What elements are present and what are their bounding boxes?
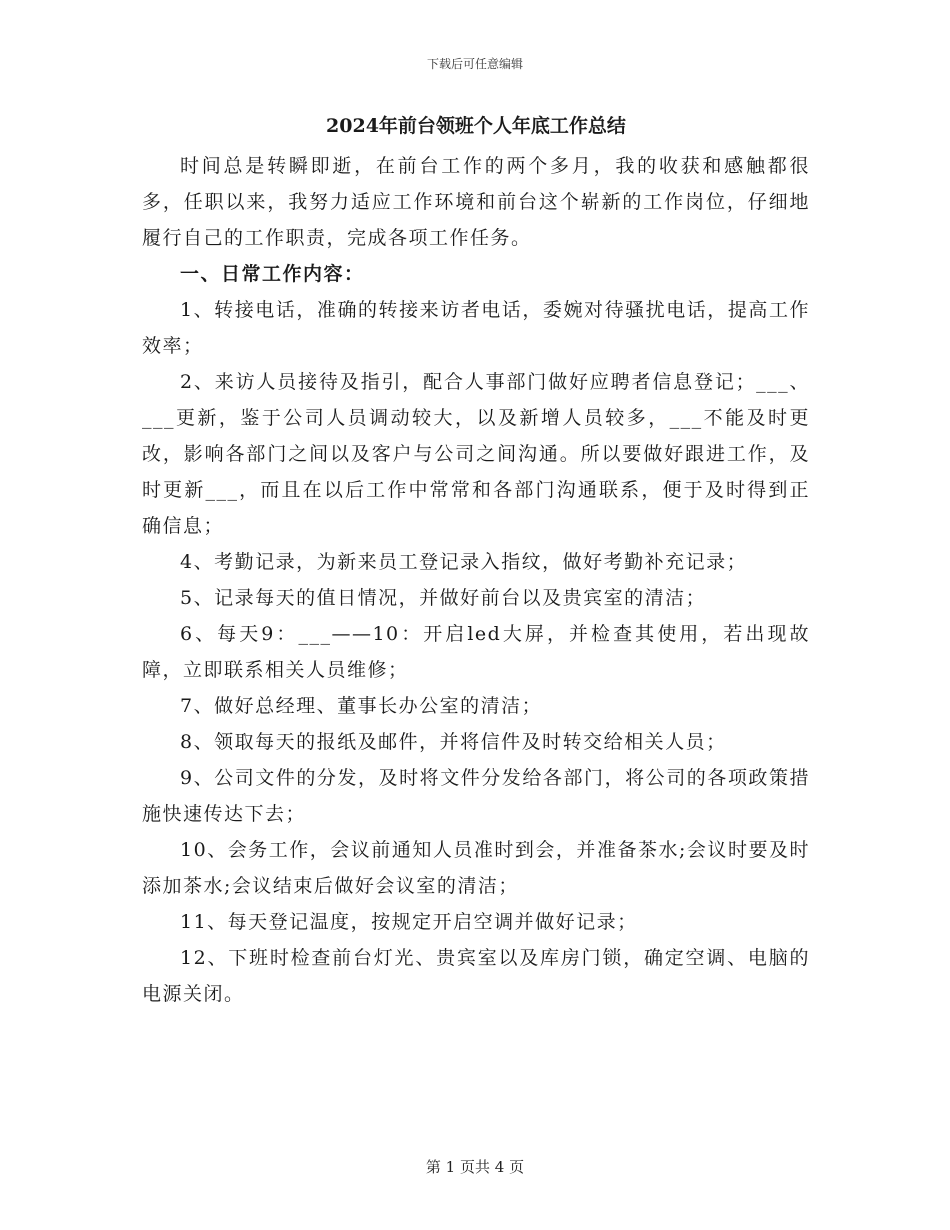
page-header-note: 下载后可任意编辑 bbox=[426, 57, 523, 71]
document-body bbox=[142, 112, 810, 1012]
document-title: 2024年前台领班个人年底工作总结 bbox=[326, 115, 626, 137]
list-item: 4、考勤记录，为新来员工登记录入指纹，做好考勤补充记录； bbox=[180, 551, 748, 573]
list-item: 2、来访人员接待及指引，配合人事部门做好应聘者信息登记；___、___更新，鉴于公司人员调动较大，以及新增人员较多，___不能及时更改，影响各部门之间以及客户与公司之间沟通。所以要做好跟进工作，及时更新___，而且在以后工作中常常和各部门沟通联系，便于及时得到正确信息； bbox=[142, 371, 810, 537]
list-item: 5、记录每天的值日情况，并做好前台以及贵宾室的清洁； bbox=[180, 587, 707, 609]
page-number: 第 1 页共 4 页 bbox=[425, 1158, 525, 1176]
list-item: 7、做好总经理、董事长办公室的清洁； bbox=[180, 695, 543, 717]
list-item: 9、公司文件的分发，及时将文件分发给各部门，将公司的各项政策措施快速传达下去； bbox=[142, 767, 810, 825]
list-item: 10、会务工作，会议前通知人员准时到会，并准备茶水;会议时要及时添加茶水;会议结束后做好会议室的清洁； bbox=[142, 839, 810, 897]
section-heading: 一、日常工作内容： bbox=[180, 263, 365, 285]
list-item: 12、下班时检查前台灯光、贵宾室以及库房门锁，确定空调、电脑的电源关闭。 bbox=[142, 947, 810, 1005]
list-item: 1、转接电话，准确的转接来访者电话，委婉对待骚扰电话，提高工作效率； bbox=[142, 299, 810, 357]
list-item: 11、每天登记温度，按规定开启空调并做好记录； bbox=[180, 911, 638, 933]
list-item: 6、每天9：___——10：开启led大屏，并检查其使用，若出现故障，立即联系相关人员维修； bbox=[142, 623, 810, 681]
list-item: 8、领取每天的报纸及邮件，并将信件及时转交给相关人员； bbox=[180, 731, 727, 753]
intro-paragraph: 时间总是转瞬即逝，在前台工作的两个多月，我的收获和感触都很多，任职以来，我努力适应工作环境和前台这个崭新的工作岗位，仔细地履行自己的工作职责，完成各项工作任务。 bbox=[142, 155, 810, 249]
